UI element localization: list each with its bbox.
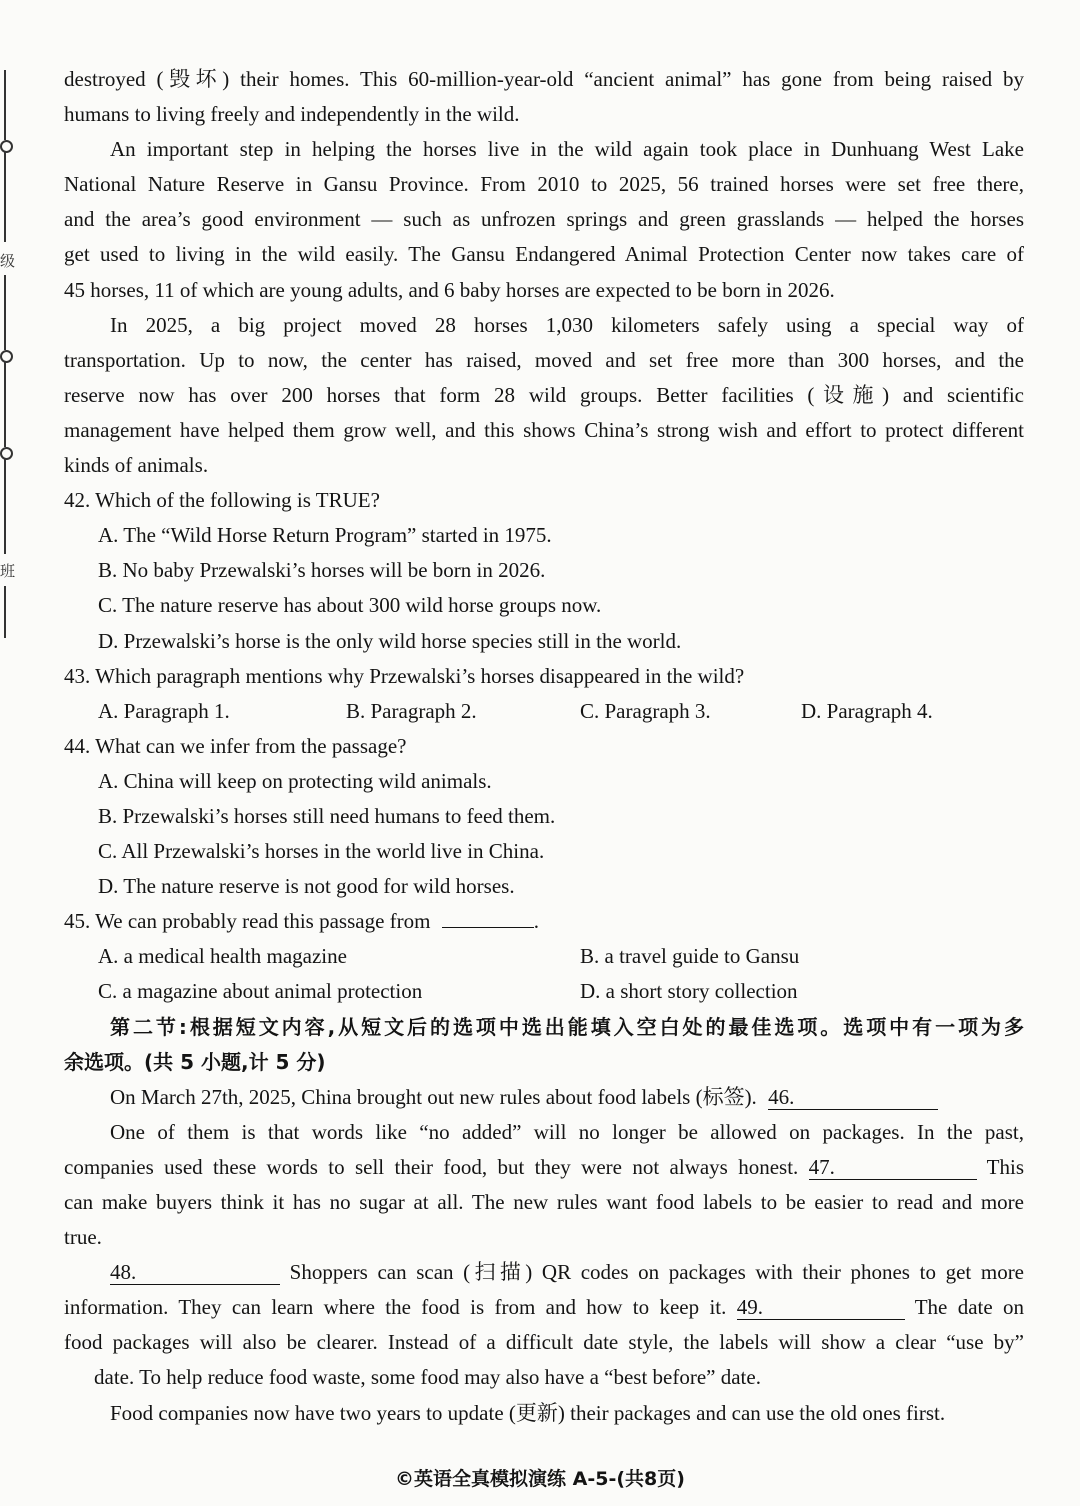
margin-circle [0,140,13,153]
question-45-stem-end: . [533,909,539,934]
passage-line: humans to living freely and independently in the wild. [64,102,520,127]
cloze-text: On March 27th, 2025, China brought out new rules about food labels (标签). [110,1084,757,1109]
passage-line: An important step in helping the horses live in the wild again took place in Dunhuang West Lake [110,137,1024,162]
cloze-paragraph-3-line [64,1290,1024,1325]
page-content [64,62,1024,1431]
question-45-stem [64,904,1024,939]
margin-circle [0,447,13,460]
question-44-option-c: C. All Przewalski’s horses in the world live in China. [98,839,545,864]
blank-47-label: 47. [808,1154,835,1179]
cloze-paragraph-2-line: One of them is that words like “no added” will no longer be allowed on packages. In the past, [110,1119,1024,1144]
cloze-text: information. They can learn where the food is from and how to keep it. [64,1295,727,1320]
section-2-heading: 第二节:根据短文内容,从短文后的选项中选出能填入空白处的最佳选项。选项中有一项为多 [110,1014,1024,1039]
question-45-stem-text: 45. We can probably read this passage from [64,909,431,934]
question-42-option-d: D. Przewalski’s horse is the only wild horse species still in the world. [98,628,682,653]
passage-line: 45 horses, 11 of which are young adults, and 6 baby horses are expected to be born in 2026. [64,277,835,302]
cloze-text: The date on [914,1295,1025,1320]
question-43-stem: 43. Which paragraph mentions why Przewalski’s horses disappeared in the wild? [64,663,745,688]
passage-line: and the area’s good environment — such as unfrozen springs and green grasslands — helped the horses [64,207,1024,232]
question-45-options-row-1 [64,939,1024,974]
blank-49-label: 49. [736,1295,763,1320]
cloze-text: companies used these words to sell their food, but they were not always honest. [64,1154,799,1179]
margin-label-grade: 级 [0,252,16,270]
question-42-option-c: C. The nature reserve has about 300 wild horse groups now. [98,593,602,618]
passage-line: management have helped them grow well, and this shows China’s strong wish and effort to protect different [64,417,1024,442]
answer-blank-47[interactable] [809,1155,977,1180]
cloze-paragraph-3-line: food packages will also be clearer. Instead of a difficult date style, the labels will show a clear “use by” [64,1330,1024,1355]
blank-48-label: 48. [110,1260,137,1285]
cloze-paragraph-4: Food companies now have two years to update (更新) their packages and can use the old ones first. [110,1400,946,1425]
question-45-options-row-2 [64,974,1024,1009]
passage-line: In 2025, a big project moved 28 horses 1,030 kilometers safely using a special way of [110,312,1024,337]
question-45-option-a: A. a medical health magazine [98,944,347,969]
answer-blank-48[interactable] [110,1260,280,1285]
margin-label-class: 班 [0,562,16,580]
cloze-text: This [986,1154,1025,1179]
section-2-heading-cont: 余选项。(共 5 小题,计 5 分) [64,1049,326,1074]
cloze-paragraph-3-line [64,1255,1024,1290]
question-44-option-d: D. The nature reserve is not good for wild horses. [98,874,515,899]
passage-line: transportation. Up to now, the center has raised, moved and set free more than 300 horses, and the [64,347,1024,372]
question-42-option-a: A. The “Wild Horse Return Program” started in 1975. [98,523,552,548]
question-45-option-b: B. a travel guide to Gansu [580,944,800,969]
margin-line [4,152,6,242]
blank-46-label: 46. [768,1084,795,1109]
question-44-stem: 44. What can we infer from the passage? [64,733,407,758]
question-45-option-c: C. a magazine about animal protection [98,979,423,1004]
margin-line [4,459,6,554]
question-43-option-a: A. Paragraph 1. [98,698,230,723]
question-44-option-b: B. Przewalski’s horses still need humans to feed them. [98,803,556,828]
margin-line [4,362,6,447]
margin-circle [0,350,13,363]
question-43-option-b: B. Paragraph 2. [346,698,477,723]
passage-line: kinds of animals. [64,453,209,478]
question-43-option-c: C. Paragraph 3. [580,698,711,723]
margin-line [4,586,6,638]
cloze-paragraph-2-line: true. [64,1225,102,1250]
question-44-option-a: A. China will keep on protecting wild animals. [98,768,492,793]
cloze-paragraph-2-line [64,1150,1024,1185]
question-42-stem: 42. Which of the following is TRUE? [64,488,380,513]
passage-line: get used to living in the wild easily. The Gansu Endangered Animal Protection Center now takes care of [64,242,1024,267]
question-42-option-b: B. No baby Przewalski’s horses will be born in 2026. [98,558,546,583]
passage-line: National Nature Reserve in Gansu Province. From 2010 to 2025, 56 trained horses were set free there, [64,172,1024,197]
cloze-paragraph-1 [64,1080,1024,1115]
margin-line [4,70,6,140]
cloze-paragraph-2-line: can make buyers think it has no sugar at all. The new rules want food labels to be easier to read and more [64,1190,1024,1214]
answer-blank-49[interactable] [737,1295,905,1320]
margin-line [4,275,6,350]
question-45-option-d: D. a short story collection [580,979,798,1004]
cloze-paragraph-3-line: date. To help reduce food waste, some food may also have a “best before” date. [94,1365,761,1390]
cloze-text: Shoppers can scan (扫描) QR codes on packages with their phones to get more [289,1260,1025,1285]
page-footer: ©英语全真模拟演练 A-5-(共8页) [395,1468,685,1490]
answer-blank-46[interactable] [768,1085,938,1110]
passage-line: destroyed (毁坏) their homes. This 60-million-year-old “ancient animal” has gone from being raised by [64,67,1024,91]
question-43-option-d: D. Paragraph 4. [801,698,933,723]
question-43-options [64,694,1024,729]
passage-line: reserve now has over 200 horses that form 28 wild groups. Better facilities (设施) and scientific [64,382,1024,407]
answer-blank-45[interactable] [442,927,534,928]
